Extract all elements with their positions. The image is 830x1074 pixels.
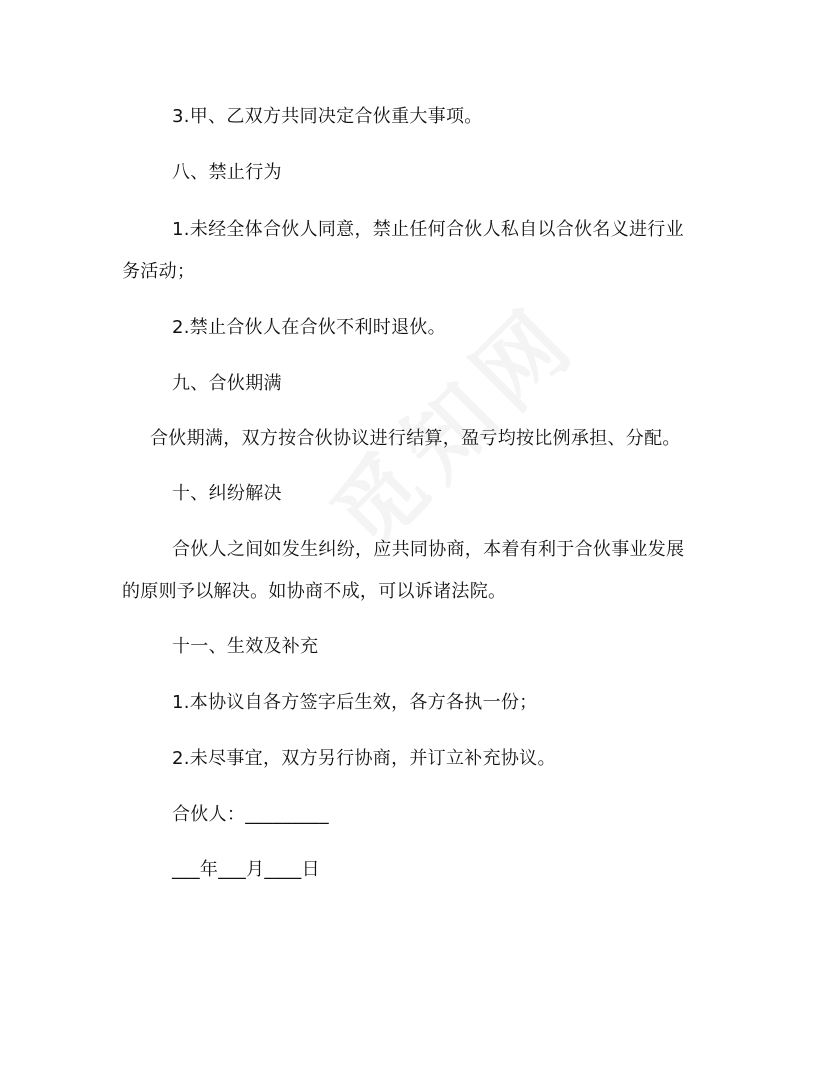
section-9-heading: 九、合伙期满 xyxy=(172,373,282,394)
clause-8-1-line-1: 1.未经全体合伙人同意，禁止任何合伙人私自以合伙名义进行业 xyxy=(172,219,684,240)
clause-11-1: 1.本协议自各方签字后生效，各方各执一份； xyxy=(172,692,538,713)
section-10-heading: 十、纠纷解决 xyxy=(172,483,282,504)
clause-8-2: 2.禁止合伙人在合伙不利时退伙。 xyxy=(172,317,446,338)
section-10-text-line-1: 合伙人之间如发生纠纷，应共同协商，本着有利于合伙事业发展 xyxy=(172,539,685,560)
section-10-text-line-2: 的原则予以解决。如协商不成，可以诉诸法院。 xyxy=(122,581,507,602)
section-11-heading: 十一、生效及补充 xyxy=(172,636,319,657)
clause-8-1-line-2: 务活动； xyxy=(122,261,196,282)
section-8-heading: 八、禁止行为 xyxy=(172,162,282,183)
clause-3-decision: 3.甲、乙双方共同决定合伙重大事项。 xyxy=(172,106,483,127)
clause-11-2: 2.未尽事宜，双方另行协商，并订立补充协议。 xyxy=(172,748,556,769)
section-9-text: 合伙期满，双方按合伙协议进行结算，盈亏均按比例承担、分配。 xyxy=(150,428,681,449)
date-line: ___年___月____日 xyxy=(172,859,320,880)
partner-signature-line: 合伙人：_________ xyxy=(172,804,329,825)
